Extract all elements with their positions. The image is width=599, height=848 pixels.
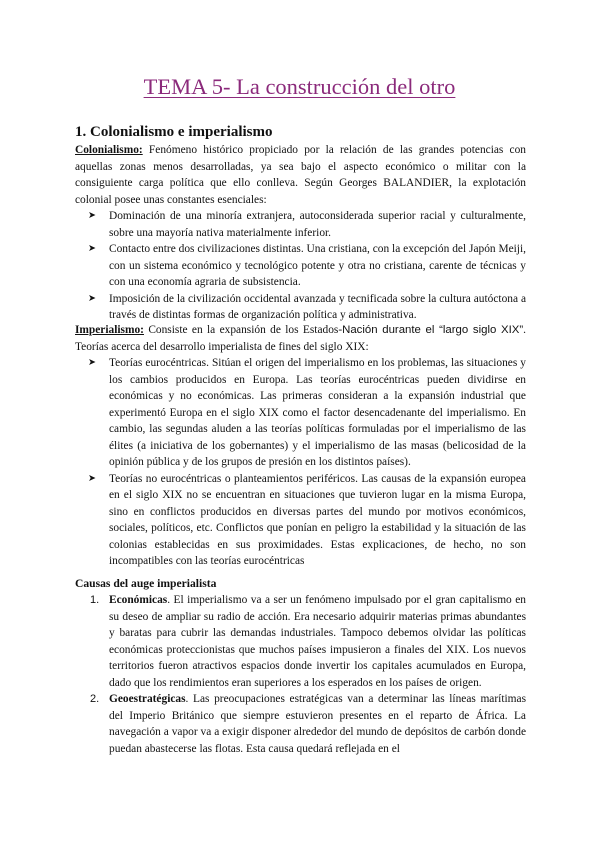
item-text: . Las preocupaciones estratégicas van a determinar las líneas marítimas del Imperio Británico que siempre estuvieron presentes en el reparto de África. La navegación a vapor va a exigir disponer alrededor del mundo de depósitos de carbón donde puedan abastecerse las flotas. Esta causa quedará reflejada en el <box>109 693 526 755</box>
colonialismo-text: Fenómeno histórico propiciado por la relación de las grandes potencias con aquellas zonas menos desarrolladas, ya sea bajo el aspecto económico o militar con la consiguiente carga política que ello conlleva. Según Georges BALANDIER, la explotación colonial posee unas constantes esenciales: <box>75 144 526 206</box>
imperialismo-label: Imperialismo: <box>75 324 144 336</box>
causas-list <box>75 592 526 757</box>
arrowhead-bullet-icon: ➤ <box>88 357 96 368</box>
item-label: Económicas <box>109 594 168 606</box>
imperialismo-text-a: Consiste en la expansión de los Estados- <box>143 324 343 336</box>
imperial-bullet-list <box>75 355 526 570</box>
bullet-text: Imposición de la civilización occidental avanzada y tecnificada sobre la cultura autóctona a través de distintas formas de organización política y administrativa. <box>109 292 526 321</box>
arrowhead-bullet-icon: ➤ <box>88 243 96 254</box>
list-item <box>75 208 526 241</box>
colonialismo-label: Colonialismo: <box>75 144 143 156</box>
list-item <box>75 592 526 691</box>
item-label: Geoestratégicas <box>109 693 186 705</box>
page-title: TEMA 5- La construcción del otro <box>143 74 456 99</box>
causas-heading: Causas del auge imperialista <box>75 577 217 590</box>
bullet-text: Teorías no eurocéntricas o planteamientos periféricos. Las causas de la expansión europea en el siglo XIX no se encuentran en situaciones que tuvieron lugar en la misma Europa, sino en conflictos producidos en diversas partes del mundo por motivos económicos, sociales, políticos, etc. Conflictos que ponían en peligro la estabilidad y la situación de las colonias establecidas en sus proximidades. Estas explicaciones, de hecho, no son incompatibles con las teorías eurocéntricas <box>109 472 526 567</box>
list-item <box>75 691 526 757</box>
list-item <box>75 355 526 471</box>
arrowhead-bullet-icon: ➤ <box>88 292 96 304</box>
item-text: . El imperialismo va a ser un fenómeno impulsado por el gran capitalismo en su deseo de ampliar su radio de acción. Era necesario adquirir materias primas abundantes y baratas para cubrir las demandas industriales. Tampoco debemos olvidar las políticas económicas proteccionistas que muchos países impusieron a finales del XIX. Los nuevos territorios fueron atractivos espacios donde invertir los capitales acumulados en Europa, dado que los rendimientos eran superiores a los esperados en los países de origen. <box>109 594 526 689</box>
imperialismo-text-c: . Teorías acerca del desarrollo imperialista de fines del siglo XIX: <box>75 324 526 353</box>
arrowhead-bullet-icon: ➤ <box>88 210 96 221</box>
bullet-text: Teorías eurocéntricas. Sitúan el origen del imperialismo en los problemas, las situaciones y los cambios producidos en Europa. Las teorías eurocéntricas pueden dividirse en económicas y no económicas. Las primeras consideran a la expansión industrial que experimentó Europa en el siglo XIX como el factor desencadenante del imperialismo. En cambio, las segundas aluden a las teorías políticas formuladas por el imperialismo de las élites (a iniciativa de los gobernantes) y el imperialismo de las masas (belicosidad de la opinión pública y de los grupos de presión en los distintos países). <box>109 357 526 468</box>
list-item <box>75 471 526 570</box>
arrowhead-bullet-icon: ➤ <box>88 472 96 484</box>
bullet-text: Contacto entre dos civilizaciones distintas. Una cristiana, con la excepción del Japón Meiji, con un sistema económico y tecnológico potente y otra no cristiana, carente de técnicas y con una economía agraria de subsistencia. <box>109 243 526 288</box>
colonial-bullet-list <box>75 208 526 324</box>
imperialismo-text-b: Nación durante el “largo siglo XIX” <box>342 324 524 336</box>
item-number: 2. <box>90 693 100 705</box>
bullet-text: Dominación de una minoría extranjera, autoconsiderada superior racial y culturalmente, sobre una mayoría nativa materialmente inferior. <box>109 210 526 239</box>
colonialismo-paragraph <box>75 142 526 208</box>
imperialismo-paragraph <box>75 322 526 355</box>
item-number: 1. <box>90 594 100 606</box>
list-item <box>75 291 526 324</box>
section-heading: 1. Colonialismo e imperialismo <box>75 124 273 140</box>
list-item <box>75 241 526 291</box>
